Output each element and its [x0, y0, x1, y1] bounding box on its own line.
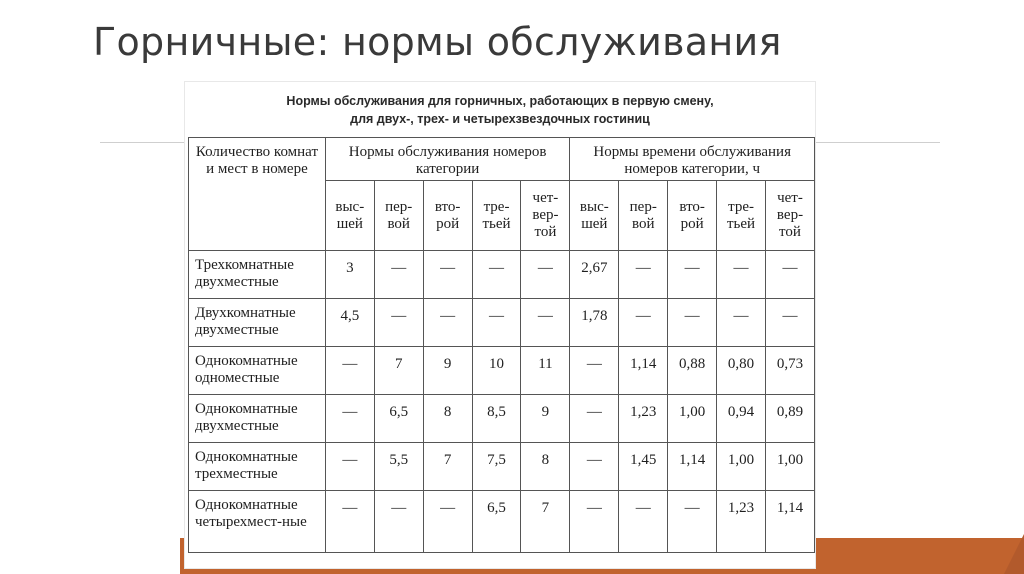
service-norm-cell: — — [472, 251, 521, 299]
service-norm-cell: 8 — [521, 443, 570, 491]
header-time-norms: Нормы времени обслуживания номеров категории, ч — [570, 138, 815, 181]
subheader-category: выс-шей — [570, 181, 619, 251]
time-norm-cell: 0,94 — [717, 395, 766, 443]
subheader-category: вто-рой — [668, 181, 717, 251]
time-norm-cell: 1,14 — [619, 347, 668, 395]
service-norm-cell: 4,5 — [325, 299, 374, 347]
row-label: Трехкомнатные двухместные — [189, 251, 326, 299]
time-norm-cell: — — [570, 443, 619, 491]
time-norm-cell: 1,23 — [619, 395, 668, 443]
service-norm-cell: 9 — [423, 347, 472, 395]
service-norm-cell: — — [325, 395, 374, 443]
service-norm-cell: 10 — [472, 347, 521, 395]
service-norm-cell: — — [374, 299, 423, 347]
time-norm-cell: 1,23 — [717, 491, 766, 553]
time-norm-cell: — — [766, 251, 815, 299]
subheader-category: тре-тьей — [717, 181, 766, 251]
row-label: Однокомнатные трехместные — [189, 443, 326, 491]
subheader-category: пер-вой — [619, 181, 668, 251]
time-norm-cell: 1,14 — [668, 443, 717, 491]
table-row — [189, 251, 815, 299]
service-norm-cell: — — [374, 491, 423, 553]
service-norm-cell: 8 — [423, 395, 472, 443]
service-norm-cell: 9 — [521, 395, 570, 443]
service-norm-cell: 7 — [423, 443, 472, 491]
time-norm-cell: 0,88 — [668, 347, 717, 395]
service-norm-cell: 7 — [521, 491, 570, 553]
time-norm-cell: — — [619, 299, 668, 347]
subheader-category: чет-вер-той — [521, 181, 570, 251]
service-norm-cell: — — [423, 299, 472, 347]
subheader-category: выс-шей — [325, 181, 374, 251]
divider-line-right — [812, 142, 940, 143]
scanned-table-image — [185, 82, 815, 568]
table-row — [189, 299, 815, 347]
time-norm-cell: 1,14 — [766, 491, 815, 553]
service-norm-cell: 7 — [374, 347, 423, 395]
table-row — [189, 491, 815, 553]
table-row — [189, 395, 815, 443]
service-norm-cell: 7,5 — [472, 443, 521, 491]
time-norm-cell: — — [619, 491, 668, 553]
service-norm-cell: — — [423, 251, 472, 299]
table-body — [189, 138, 815, 553]
table-caption — [185, 92, 815, 128]
service-norm-cell: 6,5 — [472, 491, 521, 553]
row-label: Двухкомнатные двухместные — [189, 299, 326, 347]
service-norm-cell: — — [325, 443, 374, 491]
service-norm-cell: — — [472, 299, 521, 347]
table-caption-line-1: Нормы обслуживания для горничных, работающих в первую смену, — [286, 94, 714, 108]
time-norm-cell: 0,89 — [766, 395, 815, 443]
row-label: Однокомнатные одноместные — [189, 347, 326, 395]
subheader-category: тре-тьей — [472, 181, 521, 251]
divider-line-left — [100, 142, 190, 143]
time-norm-cell: — — [668, 251, 717, 299]
service-norm-cell: — — [325, 491, 374, 553]
time-norm-cell: 0,80 — [717, 347, 766, 395]
time-norm-cell: 2,67 — [570, 251, 619, 299]
norms-table — [188, 137, 815, 553]
time-norm-cell: 1,00 — [668, 395, 717, 443]
service-norm-cell: 3 — [325, 251, 374, 299]
header-room: Количество комнат и мест в номере — [189, 138, 326, 251]
service-norm-cell: 11 — [521, 347, 570, 395]
service-norm-cell: 6,5 — [374, 395, 423, 443]
row-label: Однокомнатные четырехмест-ные — [189, 491, 326, 553]
service-norm-cell: — — [521, 251, 570, 299]
time-norm-cell: 0,73 — [766, 347, 815, 395]
time-norm-cell: 1,00 — [766, 443, 815, 491]
subheader-category: пер-вой — [374, 181, 423, 251]
time-norm-cell: — — [668, 299, 717, 347]
time-norm-cell: — — [570, 395, 619, 443]
subheader-category: вто-рой — [423, 181, 472, 251]
slide-title: Горничные: нормы обслуживания — [93, 20, 782, 64]
time-norm-cell: — — [570, 347, 619, 395]
time-norm-cell: 1,78 — [570, 299, 619, 347]
table-caption-line-2: для двух-, трех- и четырехзвездочных гостиниц — [350, 112, 650, 126]
time-norm-cell: — — [570, 491, 619, 553]
row-label: Однокомнатные двухместные — [189, 395, 326, 443]
service-norm-cell: 8,5 — [472, 395, 521, 443]
time-norm-cell: — — [766, 299, 815, 347]
service-norm-cell: — — [374, 251, 423, 299]
service-norm-cell: 5,5 — [374, 443, 423, 491]
table-header-row — [189, 138, 815, 181]
time-norm-cell: — — [668, 491, 717, 553]
service-norm-cell: — — [521, 299, 570, 347]
time-norm-cell: — — [619, 251, 668, 299]
subheader-category: чет-вер-той — [766, 181, 815, 251]
table-row — [189, 347, 815, 395]
service-norm-cell: — — [423, 491, 472, 553]
time-norm-cell: 1,00 — [717, 443, 766, 491]
time-norm-cell: — — [717, 251, 766, 299]
header-service-norms: Нормы обслуживания номеров категории — [325, 138, 570, 181]
time-norm-cell: — — [717, 299, 766, 347]
corner-accent — [1004, 534, 1024, 574]
time-norm-cell: 1,45 — [619, 443, 668, 491]
table-row — [189, 443, 815, 491]
service-norm-cell: — — [325, 347, 374, 395]
